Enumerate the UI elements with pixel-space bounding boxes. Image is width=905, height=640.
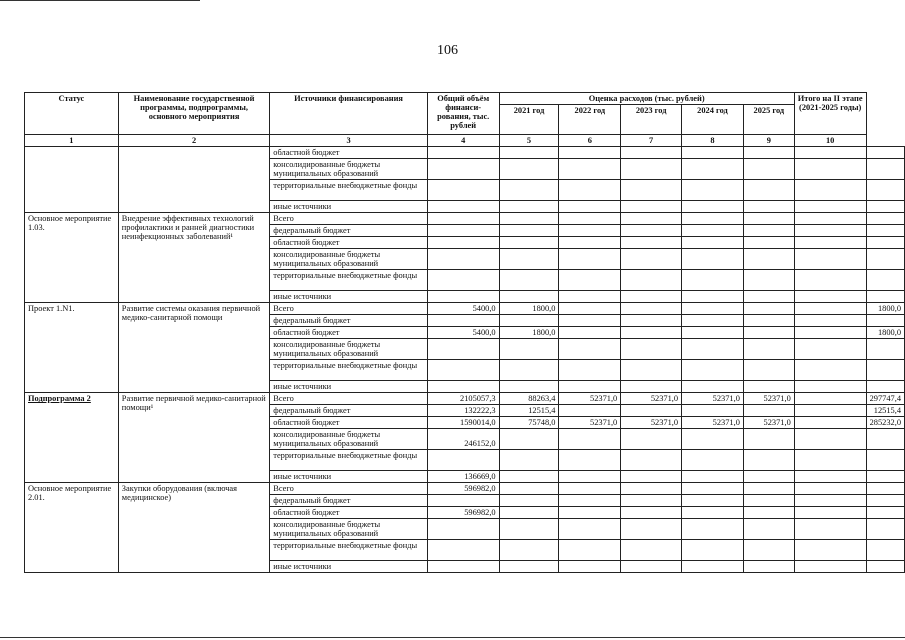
value-cell [682,315,744,327]
value-cell [866,483,904,495]
value-cell [621,507,682,519]
value-cell [743,450,794,471]
value-cell [682,450,744,471]
source-cell: иные источники [270,201,428,213]
value-cell [621,327,682,339]
value-cell [427,450,499,471]
value-cell [682,147,744,159]
value-cell [794,180,866,201]
value-cell [682,303,744,315]
value-cell [794,507,866,519]
value-cell [559,483,621,495]
value-cell [427,225,499,237]
value-cell [559,360,621,381]
value-cell [499,483,559,495]
value-cell [621,339,682,360]
value-cell [682,225,744,237]
value-cell [559,201,621,213]
table-row [25,303,905,315]
table-body [25,147,905,573]
source-cell: Всего [270,483,428,495]
status-cell: Подпрограмма 2 [25,393,119,483]
value-cell [743,147,794,159]
value-cell [427,495,499,507]
source-cell: федеральный бюджет [270,225,428,237]
value-cell [682,180,744,201]
value-cell [427,339,499,360]
value-cell: 297747,4 [866,393,904,405]
value-cell [499,519,559,540]
value-cell [743,180,794,201]
value-cell [499,315,559,327]
name-cell: Развитие первичной медико-санитарной помощи¹ [118,393,269,483]
value-cell [866,540,904,561]
col-number: 4 [427,135,499,147]
value-cell [743,201,794,213]
value-cell [866,180,904,201]
name-cell: Развитие системы оказания первичной медико-санитарной помощи [118,303,269,393]
value-cell [794,201,866,213]
value-cell [743,471,794,483]
value-cell [866,147,904,159]
header-2021: 2021 год [499,105,559,135]
value-cell [621,405,682,417]
value-cell [794,450,866,471]
value-cell [794,360,866,381]
source-cell: консолидированные бюджеты муниципальных образований [270,429,428,450]
name-cell [118,147,269,213]
value-cell [559,180,621,201]
value-cell [621,540,682,561]
value-cell [621,180,682,201]
header-estimate: Оценка расходов (тыс. рублей) [499,93,794,105]
value-cell [499,495,559,507]
value-cell [682,201,744,213]
value-cell [559,429,621,450]
value-cell [743,507,794,519]
value-cell [682,405,744,417]
value-cell [559,237,621,249]
value-cell [559,381,621,393]
value-cell [427,381,499,393]
value-cell [866,339,904,360]
value-cell [499,291,559,303]
value-cell [499,339,559,360]
value-cell [743,561,794,573]
value-cell [866,495,904,507]
value-cell [427,147,499,159]
value-cell [743,270,794,291]
value-cell [559,327,621,339]
source-cell: Всего [270,213,428,225]
source-cell: федеральный бюджет [270,405,428,417]
value-cell [559,270,621,291]
col-number: 5 [499,135,559,147]
value-cell [866,249,904,270]
value-cell [621,483,682,495]
value-cell [621,270,682,291]
value-cell: 596982,0 [427,483,499,495]
value-cell [427,213,499,225]
status-cell [25,147,119,213]
col-number: 1 [25,135,119,147]
value-cell [559,450,621,471]
value-cell [499,540,559,561]
status-cell: Основное мероприятие 2.01. [25,483,119,573]
value-cell [866,507,904,519]
value-cell [794,519,866,540]
value-cell [499,270,559,291]
source-cell: территориальные внебюджетные фонды [270,450,428,471]
value-cell [427,360,499,381]
source-cell: Всего [270,303,428,315]
value-cell [866,291,904,303]
value-cell [682,507,744,519]
value-cell [794,429,866,450]
value-cell [682,159,744,180]
value-cell [794,303,866,315]
value-cell [621,159,682,180]
value-cell [621,381,682,393]
value-cell: 75748,0 [499,417,559,429]
value-cell [743,540,794,561]
value-cell [621,303,682,315]
value-cell [682,213,744,225]
value-cell [559,507,621,519]
source-cell: иные источники [270,561,428,573]
value-cell [621,519,682,540]
page-number: 106 [437,43,458,58]
value-cell: 246152,0 [427,429,499,450]
value-cell [794,237,866,249]
source-cell: Всего [270,393,428,405]
value-cell [743,429,794,450]
value-cell: 52371,0 [621,393,682,405]
value-cell [682,381,744,393]
col-number: 8 [682,135,744,147]
value-cell [682,339,744,360]
scan-edge-bottom [0,637,905,638]
value-cell [794,213,866,225]
value-cell [499,225,559,237]
value-cell [866,519,904,540]
value-cell [743,237,794,249]
source-cell: федеральный бюджет [270,315,428,327]
header-sources: Источники финансирования [270,93,428,135]
source-cell: иные источники [270,471,428,483]
value-cell [499,213,559,225]
status-cell: Основное мероприятие 1.03. [25,213,119,303]
value-cell [743,360,794,381]
value-cell [866,270,904,291]
value-cell [794,249,866,270]
col-number: 2 [118,135,269,147]
value-cell [794,561,866,573]
scan-edge-top [0,0,200,1]
value-cell: 52371,0 [682,417,744,429]
value-cell [621,471,682,483]
value-cell [682,429,744,450]
value-cell [682,561,744,573]
value-cell [559,159,621,180]
header-name: Наименование государственной программы, подпрограммы, основного мероприятия [118,93,269,135]
value-cell [743,405,794,417]
value-cell [866,237,904,249]
value-cell [743,291,794,303]
value-cell [682,495,744,507]
value-cell: 5400,0 [427,327,499,339]
value-cell: 1800,0 [866,303,904,315]
value-cell: 52371,0 [559,417,621,429]
value-cell [499,381,559,393]
value-cell [559,315,621,327]
value-cell [743,249,794,270]
value-cell: 52371,0 [743,417,794,429]
table-row [25,147,905,159]
value-cell [743,381,794,393]
table-row [25,213,905,225]
value-cell [559,339,621,360]
value-cell [794,393,866,405]
value-cell: 52371,0 [743,393,794,405]
source-cell: территориальные внебюджетные фонды [270,180,428,201]
value-cell [682,540,744,561]
value-cell [866,201,904,213]
value-cell [499,471,559,483]
value-cell [559,540,621,561]
source-cell: областной бюджет [270,417,428,429]
value-cell [621,225,682,237]
header-2022: 2022 год [559,105,621,135]
value-cell [743,159,794,180]
value-cell [794,540,866,561]
column-numbers-row [25,135,905,147]
value-cell [866,225,904,237]
value-cell [559,249,621,270]
value-cell [794,483,866,495]
value-cell [499,180,559,201]
value-cell [866,471,904,483]
value-cell [427,519,499,540]
value-cell [559,519,621,540]
value-cell [621,360,682,381]
value-cell [794,291,866,303]
value-cell [499,201,559,213]
value-cell [794,417,866,429]
value-cell [743,315,794,327]
source-cell: областной бюджет [270,507,428,519]
header-2025: 2025 год [743,105,794,135]
value-cell [794,147,866,159]
value-cell [621,495,682,507]
value-cell: 52371,0 [621,417,682,429]
value-cell: 1590014,0 [427,417,499,429]
value-cell [794,315,866,327]
value-cell [427,159,499,180]
value-cell [866,429,904,450]
col-number: 6 [559,135,621,147]
value-cell: 52371,0 [682,393,744,405]
value-cell [499,159,559,180]
value-cell [743,339,794,360]
value-cell [866,315,904,327]
value-cell [866,561,904,573]
value-cell: 52371,0 [559,393,621,405]
value-cell [621,450,682,471]
value-cell [621,213,682,225]
value-cell: 12515,4 [499,405,559,417]
value-cell [794,495,866,507]
value-cell [499,450,559,471]
source-cell: иные источники [270,291,428,303]
value-cell [559,213,621,225]
value-cell [499,429,559,450]
table-row [25,393,905,405]
source-cell: областной бюджет [270,327,428,339]
value-cell [621,147,682,159]
value-cell [866,213,904,225]
value-cell [682,270,744,291]
table-row [25,483,905,495]
value-cell [621,429,682,450]
value-cell [427,249,499,270]
value-cell [621,561,682,573]
value-cell [559,471,621,483]
value-cell [499,360,559,381]
value-cell [743,213,794,225]
value-cell [559,561,621,573]
value-cell [427,291,499,303]
value-cell [794,270,866,291]
value-cell [427,315,499,327]
value-cell [794,381,866,393]
header-2023: 2023 год [621,105,682,135]
value-cell [559,147,621,159]
source-cell: федеральный бюджет [270,495,428,507]
value-cell [866,450,904,471]
value-cell: 88263,4 [499,393,559,405]
value-cell [427,201,499,213]
value-cell: 1800,0 [866,327,904,339]
table-header [25,93,905,147]
value-cell [682,291,744,303]
value-cell [743,519,794,540]
value-cell [682,483,744,495]
col-number: 7 [621,135,682,147]
value-cell: 132222,3 [427,405,499,417]
col-number: 3 [270,135,428,147]
value-cell [621,315,682,327]
value-cell [499,249,559,270]
value-cell [427,237,499,249]
value-cell [794,225,866,237]
col-number: 10 [794,135,866,147]
name-cell: Внедрение эффективных технологий профилактики и ранней диагностики неинфекционных заболеваний¹ [118,213,269,303]
value-cell [621,201,682,213]
value-cell [866,159,904,180]
source-cell: областной бюджет [270,237,428,249]
value-cell [621,249,682,270]
source-cell: территориальные внебюджетные фонды [270,360,428,381]
value-cell [682,471,744,483]
value-cell [621,291,682,303]
source-cell: территориальные внебюджетные фонды [270,540,428,561]
value-cell [682,327,744,339]
value-cell: 5400,0 [427,303,499,315]
value-cell [427,561,499,573]
source-cell: консолидированные бюджеты муниципальных образований [270,519,428,540]
value-cell [559,291,621,303]
source-cell: областной бюджет [270,147,428,159]
value-cell: 1800,0 [499,327,559,339]
value-cell [499,147,559,159]
value-cell [621,237,682,249]
source-cell: консолидированные бюджеты муниципальных образований [270,249,428,270]
budget-table [24,92,905,573]
value-cell [499,237,559,249]
value-cell [743,303,794,315]
value-cell [682,360,744,381]
value-cell [559,495,621,507]
value-cell [499,561,559,573]
value-cell [559,405,621,417]
value-cell: 2105057,3 [427,393,499,405]
value-cell [794,405,866,417]
status-cell: Проект 1.N1. [25,303,119,393]
source-cell: территориальные внебюджетные фонды [270,270,428,291]
value-cell: 285232,0 [866,417,904,429]
value-cell [682,519,744,540]
value-cell [743,225,794,237]
value-cell [427,270,499,291]
source-cell: консолидированные бюджеты муниципальных образований [270,339,428,360]
name-cell: Закупки оборудования (включая медицинское) [118,483,269,573]
value-cell: 1800,0 [499,303,559,315]
source-cell: иные источники [270,381,428,393]
value-cell [794,327,866,339]
value-cell [866,360,904,381]
value-cell [682,249,744,270]
value-cell [794,159,866,180]
header-itogo: Итого на II этапе (2021-2025 годы) [794,93,866,135]
col-number: 9 [743,135,794,147]
header-status: Статус [25,93,119,135]
value-cell [743,483,794,495]
value-cell [743,495,794,507]
value-cell: 12515,4 [866,405,904,417]
value-cell: 596982,0 [427,507,499,519]
header-total: Общий объём финанси-рования, тыс. рублей [427,93,499,135]
source-cell: консолидированные бюджеты муниципальных образований [270,159,428,180]
value-cell [499,507,559,519]
header-2024: 2024 год [682,105,744,135]
value-cell [743,327,794,339]
value-cell [559,303,621,315]
value-cell [427,540,499,561]
value-cell [794,471,866,483]
value-cell [794,339,866,360]
value-cell [559,225,621,237]
value-cell [427,180,499,201]
value-cell: 136669,0 [427,471,499,483]
value-cell [866,381,904,393]
value-cell [682,237,744,249]
